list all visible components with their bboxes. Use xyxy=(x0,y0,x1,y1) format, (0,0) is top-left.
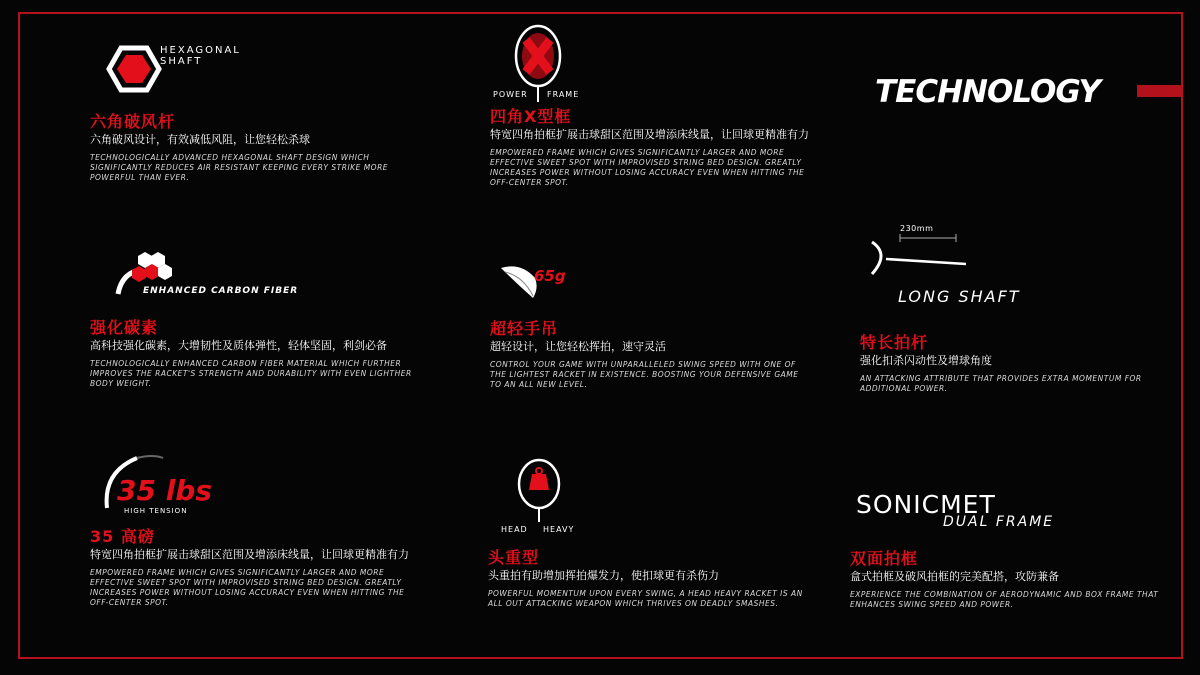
feature-desc-en: EMPOWERED FRAME WHICH GIVES SIGNIFICANTLY LARGER AND MORE EFFECTIVE SWEET SPOT WITH IMPROVISED STRING BED DESIGN. GREATLY INCREASES POWER WITHOUT LOSING ACCURACY EVEN WHEN HITTING THE OFF-CENTER SPOT. xyxy=(490,148,805,187)
feature-heading: 强化碳素 xyxy=(90,318,159,337)
weight-65g-label: 65g xyxy=(534,267,566,285)
page-title: TECHNOLOGY xyxy=(875,74,1100,110)
long-shaft-icon xyxy=(868,232,968,282)
feature-desc-cn: 高科技强化碳素，大增韧性及质体弹性，轻体坚固，利剑必备 xyxy=(90,339,387,352)
feature-long-shaft xyxy=(860,333,1170,394)
feature-heading: 35 高磅 xyxy=(90,527,155,546)
feature-desc-cn: 特宽四角拍框扩展击球甜区范围及增添床线量，让回球更精准有力 xyxy=(490,128,809,141)
feature-desc-cn: 超轻设计，让您轻松挥拍，速守灵活 xyxy=(490,340,666,353)
feature-heading: 特长拍杆 xyxy=(860,333,929,352)
feature-heading: 六角破风杆 xyxy=(90,112,176,131)
feature-heading: 头重型 xyxy=(488,548,540,567)
power-label: POWER xyxy=(493,90,528,99)
feature-head-heavy xyxy=(488,548,808,609)
feature-ultra-light xyxy=(490,319,810,390)
hexagon-shaft-icon xyxy=(97,44,167,94)
feature-power-frame xyxy=(490,107,810,188)
feature-desc-en: TECHNOLOGICALLY ADVANCED HEXAGONAL SHAFT DESIGN WHICH SIGNIFICANTLY REDUCES AIR RESISTANT KEEPING EVERY STRIKE MORE POWERFUL THAN EVER. xyxy=(90,153,389,182)
feature-hexagonal-shaft xyxy=(90,112,420,183)
feature-desc-en: CONTROL YOUR GAME WITH UNPARALLELED SWING SPEED WITH ONE OF THE LIGHTEST RACKET IN EXISTENCE. BOOSTING YOUR DEFENSIVE GAME TO AN ALL NEW LEVEL. xyxy=(490,360,799,389)
sonicmet-logo-icon: SONICMET xyxy=(856,490,996,519)
feature-heading: 超轻手吊 xyxy=(490,319,559,338)
frame-label: FRAME xyxy=(547,90,580,99)
hexagonal-label: HEXAGONAL xyxy=(160,45,241,56)
feature-desc-en: EXPERIENCE THE COMBINATION OF AERODYNAMIC AND BOX FRAME THAT ENHANCES SWING SPEED AND POWER. xyxy=(850,590,1159,609)
shaft-label: SHAFT xyxy=(160,56,203,67)
length-230mm-label: 230mm xyxy=(900,224,934,233)
high-tension-label: HIGH TENSION xyxy=(124,507,188,515)
feature-high-tension xyxy=(90,527,420,608)
feature-desc-en: AN ATTACKING ATTRIBUTE THAT PROVIDES EXTRA MOMENTUM FOR ADDITIONAL POWER. xyxy=(860,374,1142,393)
carbon-fiber-label: ENHANCED CARBON FIBER xyxy=(143,286,299,296)
feature-heading: 双面拍框 xyxy=(850,549,919,568)
feature-desc-cn: 六角破风设计，有效减低风阻，让您轻松杀球 xyxy=(90,133,310,146)
feature-dual-frame xyxy=(850,549,1170,610)
head-label: HEAD xyxy=(501,525,528,534)
head-heavy-icon xyxy=(512,458,566,522)
feature-desc-en: EMPOWERED FRAME WHICH GIVES SIGNIFICANTLY LARGER AND MORE EFFECTIVE SWEET SPOT WITH IMPROVISED STRING BED DESIGN. GREATLY INCREASES POWER WITHOUT LOSING ACCURACY EVEN WHEN HITTING THE OFF-CENTER SPOT. xyxy=(90,568,405,607)
feature-desc-cn: 特宽四角拍框扩展击球甜区范围及增添床线量，让回球更精准有力 xyxy=(90,548,409,561)
dual-frame-label: DUAL FRAME xyxy=(943,514,1055,530)
feature-desc-en: TECHNOLOGICALLY ENHANCED CARBON FIBER MATERIAL WHICH FURTHER IMPROVES THE RACKET'S STRENGTH AND DURABILITY WITH EVEN LIGHTHER BODY WEIGHT. xyxy=(90,359,412,388)
feature-heading: 四角X型框 xyxy=(490,107,572,126)
feature-desc-cn: 强化扣杀闪动性及增球角度 xyxy=(860,354,992,367)
long-shaft-label: LONG SHAFT xyxy=(898,287,1021,306)
feature-desc-cn: 盒式拍框及破风拍框的完美配搭，攻防兼备 xyxy=(850,570,1059,583)
heavy-label: HEAVY xyxy=(543,525,575,534)
title-accent-bar xyxy=(1137,85,1183,97)
feature-desc-en: POWERFUL MOMENTUM UPON EVERY SWING, A HEAD HEAVY RACKET IS AN ALL OUT ATTACKING WEAPON WHICH THRIVES ON DEADLY SMASHES. xyxy=(488,589,803,608)
tension-35lbs-label: 35 lbs xyxy=(117,474,213,507)
feature-desc-cn: 头重拍有助增加挥拍爆发力，使扣球更有杀伤力 xyxy=(488,569,719,582)
feature-carbon-fiber xyxy=(90,318,430,389)
